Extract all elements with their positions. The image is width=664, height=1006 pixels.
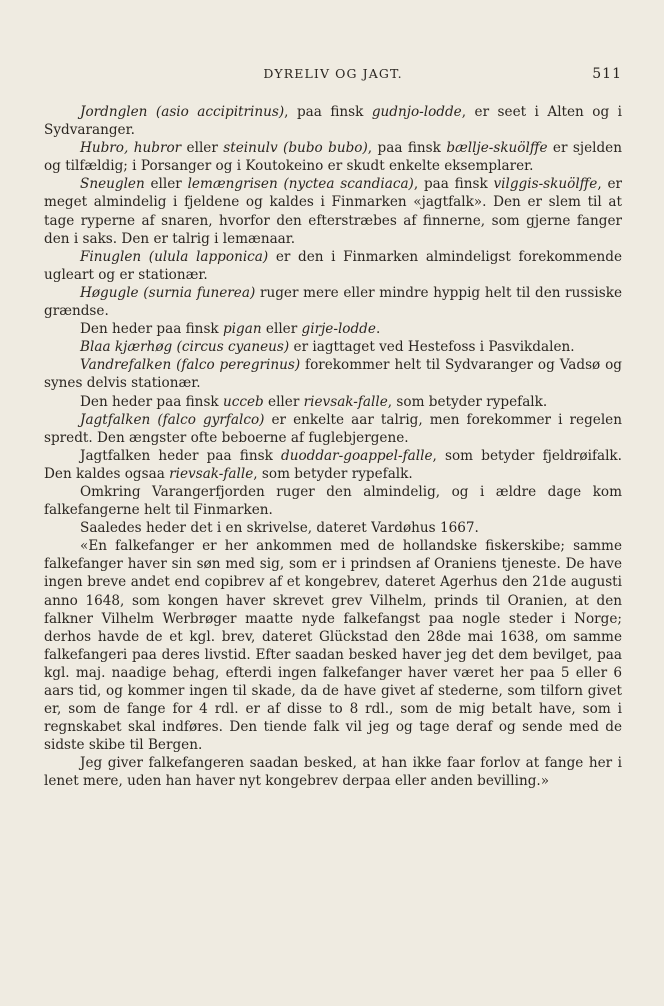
paragraph-hogugle: Høgugle (surnia funerea) ruger mere eller mindre hyppig helt til den russiske grændse. bbox=[44, 284, 622, 320]
paragraph-kjaerhog: Blaa kjærhøg (circus cyaneus) er iagttaget ved Hestefoss i Pasvikdalen. bbox=[80, 339, 575, 356]
paragraph-letter-end: Jeg giver falkefangeren saadan besked, at han ikke faar forlov at fange her i lenet mere, uden han haver nyt kongebrev derpaa eller anden bevilling.» bbox=[44, 755, 622, 790]
paragraph-letter-quote: «En falkefanger er her ankommen med de hollandske fiskerskibe; samme falkefanger haver sin søn med sig, som er i prindsen af Oraniens tjeneste. De have ingen breve andet end copibrev af et kongebrev, dateret Agerhus den 21de augusti anno 1648, som kongen haver skrevet grev Vilhelm, prinds til Oranien, at den falkner Vilhelm Werbrøger maatte nyde falkefangst paa nogle steder i Norge; derhos havde de et kgl. brev, dateret Glückstad den 28de mai 1638, om samme falkefangeri paa deres livstid. Efter saadan besked haver jeg det dem bevilget, paa kgl. maj. naadige behag, efterdi ingen falkefanger haver været her paa 5 eller 6 aars tid, og kommer ingen til skade, da de have givet af stederne, som tilforn givet er, som de fange for 4 rdl. er af disse to 8 rdl., som de mig betalt have, som i regnskabet skal indføres. Den tiende falk vil jeg og tage deraf og sende med de sidste skibe til Bergen. bbox=[44, 538, 622, 754]
page-number: 511 bbox=[592, 66, 622, 82]
paragraph-varangerfjord: Omkring Varangerfjorden ruger den almindelig, og i ældre dage kom falkefangerne helt til Finmarken. bbox=[44, 483, 622, 519]
body-text bbox=[44, 103, 622, 791]
paragraph-jordugle: Jordnglen (asio accipitrinus), paa finsk gudnjo-lodde, er seet i Alten og i Sydvaranger. bbox=[44, 104, 622, 139]
paragraph-hubro: Hubro, hubror eller steinulv (bubo bubo), paa finsk bællje-skuölffe er sjelden og tilfældig; i Porsanger og i Koutokeino er skudt enkelte eksemplarer. bbox=[44, 140, 622, 175]
paragraph-vandrefalk: Vandrefalken (falco peregrinus) forekommer helt til Sydvaranger og Vadsø og synes delvis stationær. bbox=[44, 357, 623, 392]
paragraph-jagtfalk: Jagtfalken (falco gyrfalco) er enkelte aar talrig, men forekommer i regelen spredt. Den ængster ofte beboerne af fuglebjergene. bbox=[44, 411, 622, 446]
paragraph-vandrefalk-name: Den heder paa finsk ucceb eller rievsak-falle, som betyder rypefalk. bbox=[80, 393, 548, 410]
paragraph-vardohus: Saaledes heder det i en skrivelse, dateret Vardøhus 1667. bbox=[80, 520, 479, 537]
paragraph-sneugle: Sneuglen eller lemængrisen (nyctea scandiaca), paa finsk vilggis-skuölffe, er meget almindelig i fjeldene og kaldes i Finmarken «jagtfalk». Den er slem til at tage ryperne af snaren, hvorfor den efterstræbes af finnerne, som gjerne fanger den i saks. Den er talrig i lemænaar. bbox=[44, 176, 622, 247]
paragraph-hogugle-name: Den heder paa finsk pigan eller girje-lodde. bbox=[80, 321, 381, 338]
paragraph-jagtfalk-name: Jagtfalken heder paa finsk duoddar-goappel-falle, som betyder fjeldrøifalk. Den kaldes ogsaa rievsak-falle, som betyder rypefalk. bbox=[44, 447, 622, 482]
running-title: DYRELIV OG JAGT. bbox=[263, 66, 403, 81]
page-header bbox=[44, 66, 622, 86]
paragraph-finugle: Finuglen (ulula lapponica) er den i Finmarken almindeligst forekommende ugleart og er stationær. bbox=[44, 248, 622, 283]
